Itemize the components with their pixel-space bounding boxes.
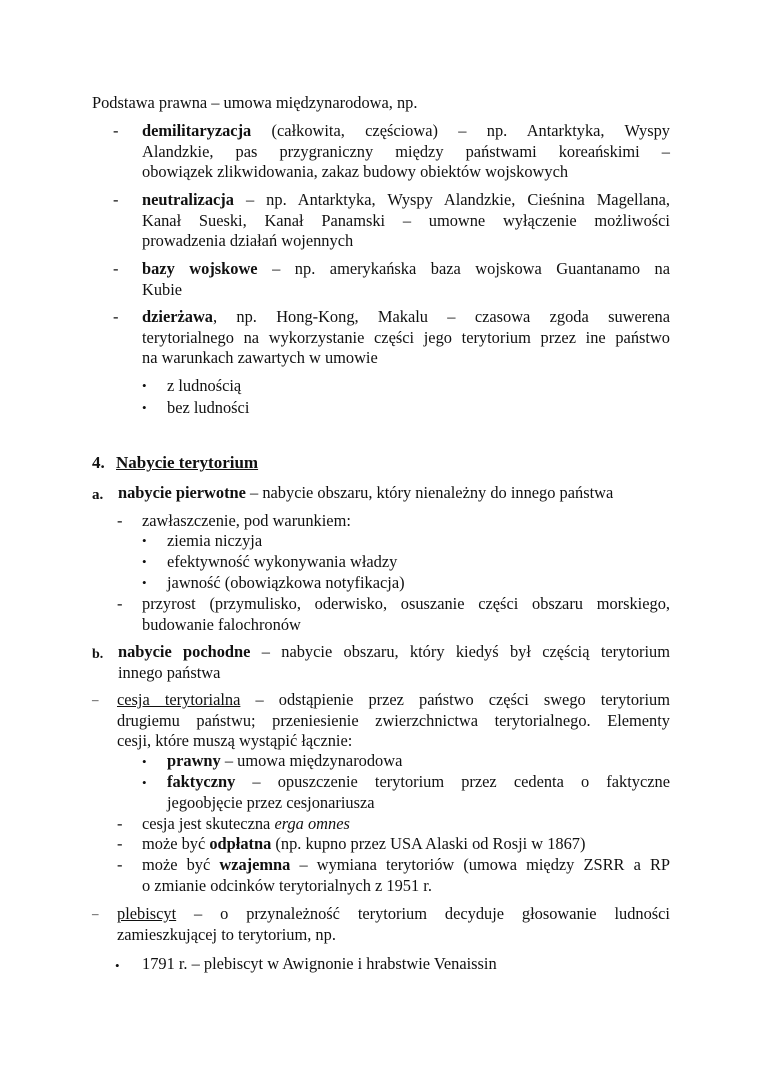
bullet-text: bez ludności <box>167 398 250 417</box>
list-item-text: zawłaszczenie, pod warunkiem: <box>142 511 351 530</box>
bullet-faktyczny <box>167 772 670 813</box>
bullet-marker: • <box>142 554 147 569</box>
bullet-text: 1791 r. – plebiscyt w Awignonie i hrabstwie Venaissin <box>142 954 497 973</box>
term-demilitaryzacja: demilitaryzacja <box>142 121 252 140</box>
list-item-text: Kubie <box>142 279 183 299</box>
bullet-marker: • <box>142 400 147 415</box>
dash-marker: - <box>113 259 119 278</box>
endash-marker: – <box>92 906 99 921</box>
term-plebiscyt: plebiscyt <box>117 904 177 923</box>
term-wzajemna: wzajemna <box>219 855 291 874</box>
cesja-text: drugiemu państwu; przeniesienie zwierzchnictwa terytorialnego. Elementy <box>117 710 670 730</box>
list-item-demilitaryzacja <box>142 121 670 183</box>
bullet-marker: • <box>115 958 120 973</box>
subsection-a-text <box>118 483 613 504</box>
bullet-text <box>167 751 402 772</box>
bullet-text: jegoobjęcie przez cesjonariusza <box>167 792 375 812</box>
dash-marker: - <box>113 307 119 326</box>
list-item-text: , np. Hong-Kong, Makalu – czasowa zgoda suwerena <box>213 307 670 326</box>
dash-marker: - <box>113 121 119 140</box>
list-item-rest: (np. kupno przez USA Alaski od Rosji w 1867) <box>271 834 586 853</box>
list-item-neutralizacja <box>142 190 670 252</box>
term-dzierzawa: dzierżawa <box>142 307 213 326</box>
plebiscyt-text: zamieszkującej to terytorium, np. <box>117 924 336 944</box>
dash-marker: - <box>117 511 123 530</box>
subsection-marker-b: b. <box>92 647 104 662</box>
term-cesja-terytorialna: cesja terytorialna <box>117 690 241 709</box>
list-item-text: terytorialnego na wykorzystanie części jego terytorium przez ine państwo <box>142 327 670 347</box>
list-item-przyrost <box>142 594 670 635</box>
subsection-marker-a: a. <box>92 487 104 503</box>
list-item-text: – np. Antarktyka, Wyspy Alandzkie, Cieśnina Magellana, <box>233 190 670 209</box>
bullet-marker: • <box>142 533 147 548</box>
bullet-text: jawność (obowiązkowa notyfikacja) <box>167 573 405 592</box>
term-nabycie-pierwotne: nabycie pierwotne <box>118 483 246 502</box>
bullet-text: ziemia niczyja <box>167 531 263 550</box>
list-item-text <box>142 834 585 855</box>
section-title: Nabycie terytorium <box>116 453 259 472</box>
cesja-paragraph <box>117 690 670 752</box>
cesja-text: – odstąpienie przez państwo części swego terytorium <box>240 690 670 709</box>
section-number: 4. <box>92 453 105 472</box>
term-odplatna: odpłatna <box>209 834 272 853</box>
cesja-text: cesji, które muszą wystąpić łącznie: <box>117 731 353 750</box>
bullet-marker: • <box>142 754 147 769</box>
subsection-b-line2: innego państwa <box>118 662 221 682</box>
list-item-text: prowadzenia działań wojennych <box>142 231 354 250</box>
bullet-text: efektywność wykonywania władzy <box>167 552 398 571</box>
list-item-text <box>142 814 350 835</box>
subsection-b-text <box>118 642 670 683</box>
plebiscyt-paragraph <box>117 904 670 945</box>
list-item-wzajemna <box>142 855 670 896</box>
list-item-text: o zmianie odcinków terytorialnych z 1951 r. <box>142 875 432 895</box>
list-item-rest: – wymiana terytoriów (umowa między ZSRR a RP <box>290 855 670 874</box>
term-faktyczny: faktyczny <box>167 772 236 791</box>
list-item-bazy-wojskowe <box>142 259 670 300</box>
endash-marker: – <box>92 692 99 707</box>
term-nabycie-pochodne: nabycie pochodne <box>118 642 251 661</box>
list-item-text: – np. amerykańska baza wojskowa Guantanamo na <box>257 259 671 278</box>
dash-marker: - <box>117 834 123 853</box>
subsection-b-rest: – nabycie obszaru, który kiedyś był częścią terytorium <box>250 642 671 661</box>
list-item-dzierzawa <box>142 307 670 369</box>
list-item-text: Alandzkie, pas przygraniczny między państwami koreańskimi – <box>142 141 670 161</box>
bullet-marker: • <box>142 575 147 590</box>
list-item-pre: może być <box>142 855 220 874</box>
bullet-rest: – opuszczenie terytorium przez cedenta o faktyczne <box>235 772 670 791</box>
term-prawny: prawny <box>167 751 221 770</box>
bullet-text: z ludnością <box>167 376 242 395</box>
bullet-rest: – umowa międzynarodowa <box>220 751 403 770</box>
list-item-text: obowiązek zlikwidowania, zakaz budowy obiektów wojskowych <box>142 162 569 181</box>
intro-text: Podstawa prawna – umowa międzynarodowa, np. <box>92 93 418 112</box>
term-neutralizacja: neutralizacja <box>142 190 234 209</box>
term-bazy-wojskowe: bazy wojskowe <box>142 259 258 278</box>
subsection-a-rest: – nabycie obszaru, który nienależny do innego państwa <box>245 483 614 502</box>
list-item-text: Kanał Sueski, Kanał Panamski – umowne wyłączenie możliwości <box>142 210 670 230</box>
bullet-marker: • <box>142 378 147 393</box>
list-item-pre: cesja jest skuteczna <box>142 814 275 833</box>
dash-marker: - <box>113 190 119 209</box>
list-item-text: na warunkach zawartych w umowie <box>142 348 378 367</box>
dash-marker: - <box>117 594 123 613</box>
list-item-pre: może być <box>142 834 210 853</box>
term-erga-omnes: erga omnes <box>274 814 350 833</box>
bullet-marker: • <box>142 775 147 790</box>
list-item-text: (całkowita, częściowa) – np. Antarktyka, Wyspy <box>251 121 670 140</box>
dash-marker: - <box>117 855 123 874</box>
list-item-text: budowanie falochronów <box>142 614 301 634</box>
plebiscyt-text: – o przynależność terytorium decyduje głosowanie ludności <box>176 904 670 923</box>
dash-marker: - <box>117 814 123 833</box>
list-item-text: przyrost (przymulisko, oderwisko, osuszanie części obszaru morskiego, <box>142 594 670 613</box>
